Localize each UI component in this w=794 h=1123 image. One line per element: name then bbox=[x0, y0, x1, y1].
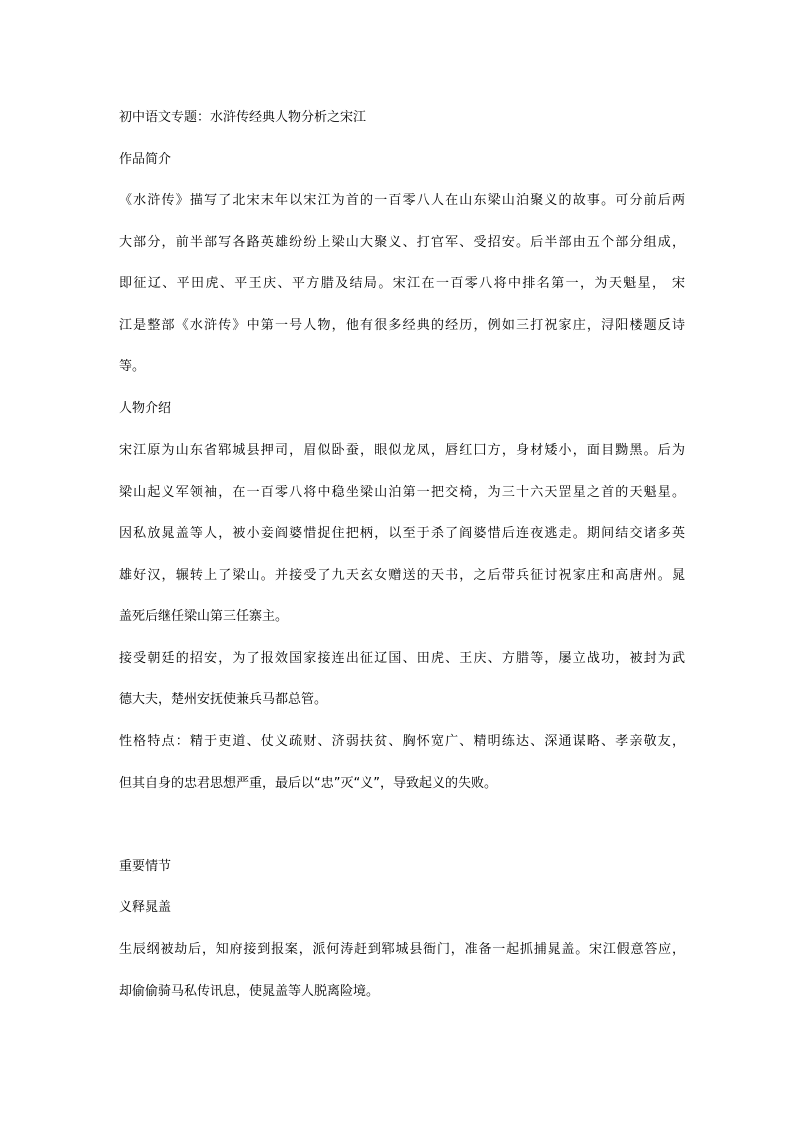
plot-subheading: 义释晁盖 bbox=[119, 900, 172, 915]
plot-line: 生辰纲被劫后，知府接到报案，派何涛赶到郓城县衙门，准备一起抓捕晁盖。宋江假意答应， bbox=[119, 942, 685, 957]
character-line: 宋江原为山东省郓城县押司，眉似卧蚕，眼似龙凤，唇红囗方，身材矮小，面目黝黑。后为 bbox=[119, 443, 685, 458]
section-heading-character: 人物介绍 bbox=[119, 401, 172, 416]
character-line: 因私放晁盖等人，被小妾阎婆惜捉住把柄，以至于杀了阎婆惜后连夜逃走。期间结交诸多英 bbox=[119, 526, 685, 541]
character-line: 接受朝廷的招安，为了报效国家接连出征辽国、田虎、王庆、方腊等，屡立战功，被封为武 bbox=[119, 651, 685, 666]
character-traits-line: 但其自身的忠君思想严重，最后以“忠”灭“义”，导致起义的失败。 bbox=[119, 776, 497, 791]
section-heading-plot: 重要情节 bbox=[119, 859, 172, 874]
character-line: 梁山起义军领袖，在一百零八将中稳坐梁山泊第一把交椅，为三十六天罡星之首的天魁星。 bbox=[119, 485, 685, 500]
intro-line: 《水浒传》描写了北宋末年以宋江为首的一百零八人在山东梁山泊聚义的故事。可分前后两 bbox=[119, 193, 685, 208]
intro-line: 等。 bbox=[119, 359, 146, 374]
document-page bbox=[119, 0, 689, 1123]
character-line: 盖死后继任梁山第三任寨主。 bbox=[119, 609, 289, 624]
character-traits-line: 性格特点：精于吏道、仗义疏财、济弱扶贫、胸怀宽广、精明练达、深通谋略、孝亲敬友， bbox=[119, 734, 685, 749]
character-line: 德大夫，楚州安抚使兼兵马都总管。 bbox=[119, 692, 328, 707]
document-title: 初中语文专题：水浒传经典人物分析之宋江 bbox=[119, 110, 367, 125]
intro-line: 即征辽、平田虎、平王庆、平方腊及结局。宋江在一百零八将中排名第一，为天魁星， 宋 bbox=[119, 276, 685, 291]
section-heading-intro: 作品简介 bbox=[119, 152, 172, 167]
plot-line: 却偷偷骑马私传讯息，使晁盖等人脱离险境。 bbox=[119, 984, 380, 999]
character-line: 雄好汉，辗转上了梁山。并接受了九天玄女赠送的天书，之后带兵征讨祝家庄和高唐州。晁 bbox=[119, 568, 685, 583]
intro-line: 江是整部《水浒传》中第一号人物，他有很多经典的经历，例如三打祝家庄，浔阳楼题反诗 bbox=[119, 318, 685, 333]
intro-line: 大部分，前半部写各路英雄纷纷上梁山大聚义、打官军、受招安。后半部由五个部分组成， bbox=[119, 235, 685, 250]
